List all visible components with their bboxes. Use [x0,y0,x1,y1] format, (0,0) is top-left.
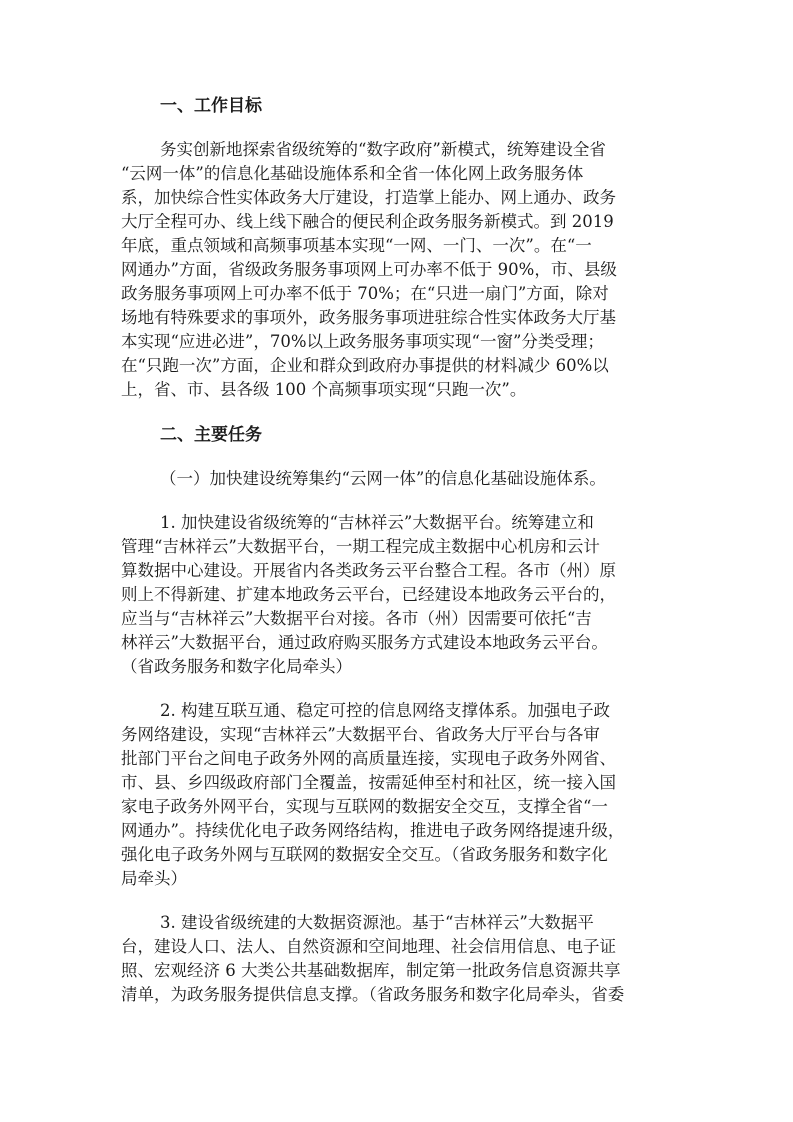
paragraph-line: 政务服务事项网上可办率不低于 70%；在“只进一扇门”方面，除对 [121,284,609,303]
paragraph-line: 网通办”方面，省级政务服务事项网上可办率不低于 90%，市、县级 [121,260,617,279]
paragraph-line: 场地有特殊要求的事项外，政务服务事项进驻综合性实体政务大厅基 [121,308,616,327]
paragraph-line: 务实创新地探索省级统筹的“数字政府”新模式，统筹建设全省 [160,140,606,159]
paragraph-line: 网通办”。持续优化电子政务网络结构，推进电子政务网络提速升级， [121,821,625,840]
paragraph-line: 批部门平台之间电子政务外网的高质量连接，实现电子政务外网省、 [121,749,616,768]
subheading-line: （一）加快建设统筹集约“云网一体”的信息化基础设施体系。 [160,469,606,488]
paragraph-line: “云网一体”的信息化基础设施体系和全省一体化网上政务服务体 [121,164,584,183]
paragraph-line: 本实现“应进必进”，70%以上政务服务事项实现“一窗”分类受理； [121,332,604,351]
paragraph-line: 照、宏观经济 6 大类公共基础数据库，制定第一批政务信息资源共享 [121,961,621,980]
paragraph-line: 管理“吉林祥云”大数据平台，一期工程完成主数据中心机房和云计 [121,537,600,556]
paragraph-line: 家电子政务外网平台，实现与互联网的数据安全交互，支撑全省“一 [121,797,608,816]
paragraph-line: 应当与“吉林祥云”大数据平台对接。各市（州）因需要可依托“吉 [121,609,592,628]
paragraph-line: 清单，为政务服务提供信息支撑。（省政务服务和数字化局牵头，省委 [121,985,625,1004]
paragraph-line: 林祥云”大数据平台，通过政府购买服务方式建设本地政务云平台。 [121,633,608,652]
paragraph-line: 系，加快综合性实体政务大厅建设，打造掌上能办、网上通办、政务 [121,188,616,207]
paragraph-line: （省政务服务和数字化局牵头） [121,657,352,676]
paragraph-line: 3. 建设省级统建的大数据资源池。基于“吉林祥云”大数据平 [160,913,594,932]
paragraph-line: 台，建设人口、法人、自然资源和空间地理、社会信用信息、电子证 [121,937,616,956]
paragraph-line: 年底，重点领域和高频事项基本实现“一网、一门、一次”。在“一 [121,236,592,255]
paragraph-line: 2. 构建互联互通、稳定可控的信息网络支撑体系。加强电子政 [160,701,610,720]
paragraph-line: 则上不得新建、扩建本地政务云平台，已经建设本地政务云平台的， [121,585,616,604]
paragraph-line: 务网络建设，实现“吉林祥云”大数据平台、省政务大厅平台与各审 [121,725,600,744]
paragraph-line: 1. 加快建设省级统筹的“吉林祥云”大数据平台。统筹建立和 [160,513,594,532]
paragraph-line: 大厅全程可办、线上线下融合的便民利企政务服务新模式。到 2019 [121,212,614,231]
section-heading-tasks: 二、主要任务 [160,425,262,445]
paragraph-line: 上，省、市、县各级 100 个高频事项实现“只跑一次”。 [121,380,527,399]
paragraph-line: 市、县、乡四级政府部门全覆盖，按需延伸至村和社区，统一接入国 [121,773,616,792]
paragraph-line: 算数据中心建设。开展省内各类政务云平台整合工程。各市（州）原 [121,561,616,580]
section-heading-goals: 一、工作目标 [160,96,262,116]
paragraph-line: 在“只跑一次”方面，企业和群众到政府办事提供的材料减少 60%以 [121,356,609,375]
paragraph-line: 局牵头） [121,869,187,888]
paragraph-line: 强化电子政务外网与互联网的数据安全交互。（省政务服务和数字化 [121,845,608,864]
